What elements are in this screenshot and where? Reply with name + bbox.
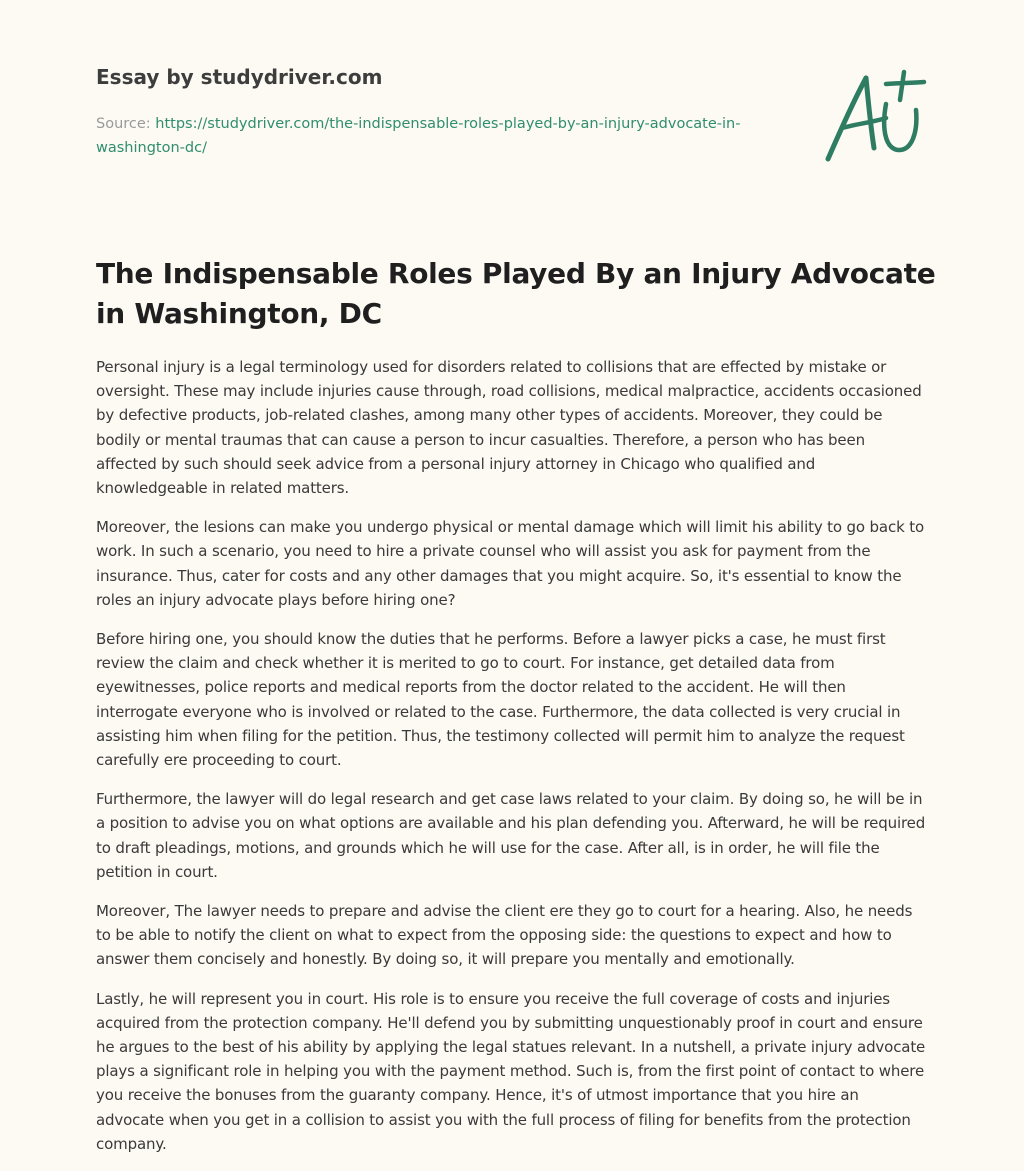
essay-paragraph: Furthermore, the lawyer will do legal research and get case laws related to your claim. By doing so, he will be in a position to advise you on what options are available and his plan defending you. Afterward, he will be required to draft pleadings, motions, and grounds which he will use for the case. After all, is in order, he will file the petition in court. <box>96 790 926 881</box>
essay-paragraph: Moreover, the lesions can make you undergo physical or mental damage which will limit his ability to go back to work. In such a scenario, you need to hire a private counsel who will assist you ask for payment from the insurance. Thus, cater for costs and any other damages that you might acquire. So, it's essential to know the roles an injury advocate plays before hiring one? <box>96 518 924 609</box>
a-plus-grade-icon <box>820 66 930 166</box>
essay-paragraph: Before hiring one, you should know the duties that he performs. Before a lawyer picks a case, he must first review the claim and check whether it is merited to go to court. For instance, get detailed data from eyewitnesses, police reports and medical reports from the doctor related to the accident. He will then interrogate everyone who is involved or related to the case. Furthermore, the data collected is very crucial in assisting him when filing for the petition. Thus, the testimony collected will permit him to analyze the request carefully ere proceeding to court. <box>96 630 905 770</box>
essay-paragraph: Personal injury is a legal terminology used for disorders related to collisions that are effected by mistake or oversight. These may include injuries cause through, road collisions, medical malpractice, accidents occasioned by defective products, job-related clashes, among many other types of accidents. Moreover, they could be bodily or mental traumas that can cause a person to incur casualties. Therefore, a person who has been affected by such should seek advice from a personal injury attorney in Chicago who qualified and knowledgeable in related matters. <box>96 358 922 498</box>
essay-paragraph: Lastly, he will represent you in court. His role is to ensure you receive the full coverage of costs and injuries acquired from the protection company. He'll defend you by submitting unquestionably proof in court and ensure he argues to the best of his ability by applying the legal statues relevant. In a nutshell, a private injury advocate plays a significant role in helping you with the payment method. Such is, from the first point of contact to where you receive the bonuses from the guaranty company. Hence, it's of utmost importance that you hire an advocate when you get in a collision to assist you with the full process of filing for benefits from the protection company. <box>96 989 926 1153</box>
source-line <box>96 112 776 160</box>
site-brand: Essay by studydriver.com <box>96 65 383 89</box>
source-label: Source: <box>96 116 156 132</box>
page-header <box>96 62 776 160</box>
essay-title: The Indispensable Roles Played By an Injury Advocate in Washington, DC <box>96 257 936 330</box>
essay-paragraph: Moreover, The lawyer needs to prepare and advise the client ere they go to court for a hearing. Also, he needs to be able to notify the client on what to expect from the opposing side: the questions to expect and how to answer them concisely and honestly. By doing so, it will prepare you mentally and emotionally. <box>96 902 913 969</box>
essay-body <box>96 355 930 1171</box>
source-link[interactable]: https://studydriver.com/the-indispensable-roles-played-by-an-injury-advocate-in-washington-dc/ <box>96 116 741 156</box>
